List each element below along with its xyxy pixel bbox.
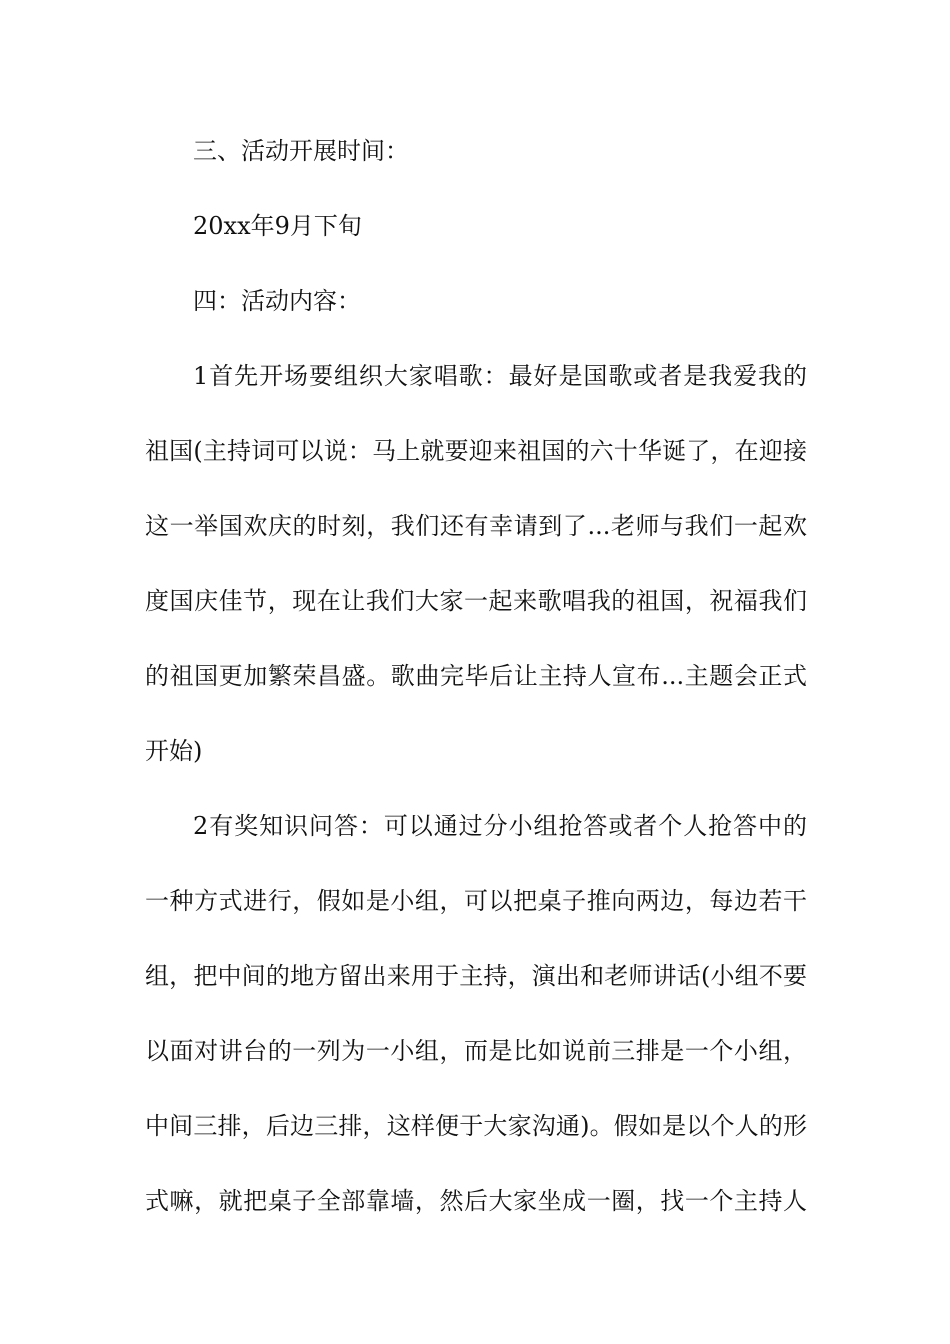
- paragraph-1-line-6: 开始): [145, 737, 203, 765]
- paragraph-2-line-1: 2有奖知识问答：可以通过分小组抢答或者个人抢答中的: [193, 812, 807, 840]
- paragraph-2-line-6: 式嘛，就把桌子全部靠墙，然后大家坐成一圈，找一个主持人: [145, 1187, 807, 1215]
- activity-date: 20xx年9月下旬: [193, 212, 362, 240]
- document-body: [145, 128, 807, 1253]
- paragraph-1-line-5: 的祖国更加繁荣昌盛。歌曲完毕后让主持人宣布...主题会正式: [145, 662, 807, 690]
- paragraph-2-line-3: 组，把中间的地方留出来用于主持，演出和老师讲话(小组不要: [145, 962, 807, 990]
- paragraph-2-line-2: 一种方式进行，假如是小组，可以把桌子推向两边，每边若干: [145, 887, 807, 915]
- paragraph-1-line-4: 度国庆佳节，现在让我们大家一起来歌唱我的祖国，祝福我们: [145, 587, 807, 615]
- section-heading-content: 四：活动内容：: [193, 287, 361, 315]
- paragraph-2-line-5: 中间三排，后边三排，这样便于大家沟通)。假如是以个人的形: [145, 1112, 807, 1140]
- paragraph-1-line-3: 这一举国欢庆的时刻，我们还有幸请到了...老师与我们一起欢: [145, 512, 807, 540]
- paragraph-1-line-2: 祖国(主持词可以说：马上就要迎来祖国的六十华诞了，在迎接: [145, 437, 807, 465]
- paragraph-2-line-4: 以面对讲台的一列为一小组，而是比如说前三排是一个小组，: [145, 1037, 807, 1065]
- paragraph-1-line-1: 1首先开场要组织大家唱歌：最好是国歌或者是我爱我的: [193, 362, 807, 390]
- section-heading-time: 三、活动开展时间：: [193, 137, 409, 165]
